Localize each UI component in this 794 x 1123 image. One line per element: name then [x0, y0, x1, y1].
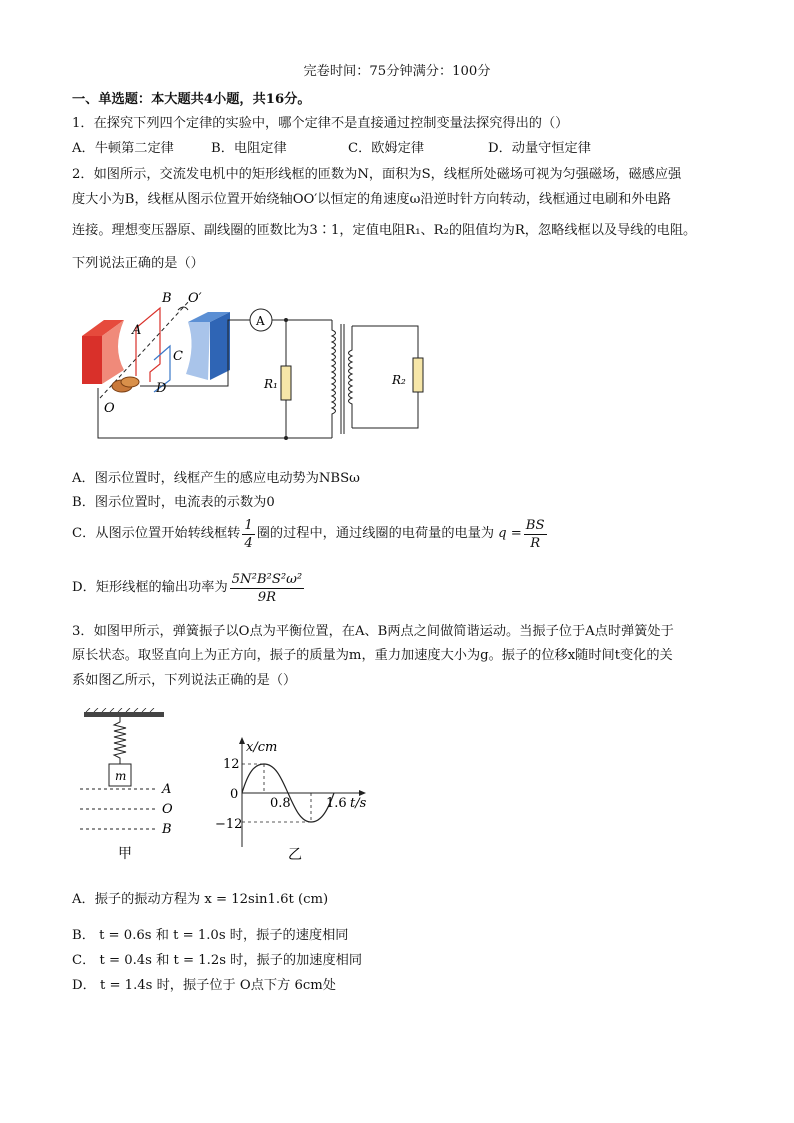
label-o-prime: O′	[188, 291, 202, 306]
charge-symbol: q =	[498, 526, 522, 541]
q3-line-3: 系如图乙所示，下列说法正确的是（）	[72, 673, 297, 688]
power-fraction: $\frac{\text{5N²B²S²ω²}}{9R}$	[231, 571, 303, 605]
x-axis-label: t/s	[350, 796, 367, 811]
q3-line-2: 原长状态。取竖直向上为正方向，振子的质量为m，重力加速度大小为g。振子的位移x随时间t变化的关	[72, 648, 673, 663]
label-b-position: B	[162, 822, 172, 837]
quarter-fraction: $\frac{1}{4}$	[244, 517, 253, 551]
primary-coil	[332, 320, 336, 438]
q3-option-b: B． t = 0.6s 和 t = 1.0s 时，振子的速度相同	[72, 928, 349, 943]
q2-option-d	[72, 566, 306, 610]
svg-text:m: m	[115, 769, 127, 783]
y-axis-label: x/cm	[246, 740, 278, 755]
tick-1-6: 1.6	[326, 796, 347, 811]
q2-option-c	[72, 514, 549, 554]
q3-option-d: D． t = 1.4s 时，振子位于 O点下方 6cm处	[72, 978, 336, 993]
tick-0-8: 0.8	[270, 796, 291, 811]
label-a: A	[132, 323, 142, 338]
charge-fraction: $\frac{BS}{R}$	[525, 517, 545, 551]
q1-option-c: C．欧姆定律	[348, 141, 425, 156]
south-magnet	[186, 312, 230, 380]
q2-line-1: 2．如图所示，交流发电机中的矩形线框的匝数为N，面积为S，线框所处磁场可视为匀强磁场，磁感应强	[72, 167, 682, 182]
generator-circuit-figure	[78, 288, 448, 448]
label-r2: R₂	[392, 373, 406, 387]
label-o-position: O	[162, 802, 173, 817]
q2-option-c-text: C．从图示位置开始转线框转	[72, 526, 241, 541]
q2-line-4: 下列说法正确的是（）	[72, 256, 204, 271]
label-r1: R₁	[264, 377, 278, 391]
tick-0: 0	[230, 787, 239, 802]
svg-text:A: A	[256, 314, 265, 328]
label-a-position: A	[162, 782, 172, 797]
time-info: 完卷时间：75分钟满分：100分	[303, 64, 491, 79]
resistor-r1	[281, 366, 291, 400]
north-magnet	[82, 320, 124, 384]
secondary-coil	[349, 326, 353, 428]
q1-option-d: D．动量守恒定律	[488, 141, 591, 156]
q1-option-b: B．电阻定律	[211, 141, 287, 156]
section-title: 一、单选题：本大题共4小题，共16分。	[72, 92, 311, 107]
displacement-time-graph	[212, 735, 382, 865]
q3-option-c: C． t = 0.4s 和 t = 1.2s 时，振子的加速度相同	[72, 953, 363, 968]
q2-option-b: B．图示位置时，电流表的示数为0	[72, 495, 275, 510]
q1-stem: 1．在探究下列四个定律的实验中，哪个定律不是直接通过控制变量法探究得出的（）	[72, 116, 569, 131]
tick-12: 12	[223, 757, 240, 772]
q1-option-a: A．牛顿第二定律	[72, 141, 174, 156]
label-d: D	[156, 381, 167, 396]
label-b: B	[162, 291, 172, 306]
q2-option-d-text: D．矩形线框的输出功率为	[72, 580, 228, 595]
q2-line-3: 连接。理想变压器原、副线圈的匝数比为3∶1，定值电阻R₁、R₂的阻值均为R，忽略线框以及导线的电阻。	[72, 223, 697, 238]
tick-minus-12: −12	[215, 817, 243, 832]
q3-option-a: A．振子的振动方程为 x = 12sin1.6t (cm)	[72, 892, 329, 907]
caption-yi: 乙	[288, 847, 302, 863]
spring	[114, 717, 126, 764]
q3-line-1: 3．如图甲所示，弹簧振子以O点为平衡位置，在A、B两点之间做简谐运动。当振子位于A点时弹簧处于	[72, 624, 674, 639]
q2-option-a: A．图示位置时，线框产生的感应电动势为NBSω	[72, 471, 360, 486]
caption-jia: 甲	[118, 846, 132, 862]
label-o: O	[104, 401, 115, 416]
ammeter	[250, 309, 272, 331]
q2-option-c-mid: 圈的过程中，通过线圈的电荷量的电量为	[256, 526, 495, 541]
q2-line-2: 度大小为B，线框从图示位置开始绕轴OO′以恒定的角速度ω沿逆时针方向转动，线框通过电刷和外电路	[72, 192, 671, 207]
spring-oscillator-figure	[78, 708, 188, 868]
resistor-r2	[413, 358, 423, 392]
label-c: C	[173, 349, 183, 364]
